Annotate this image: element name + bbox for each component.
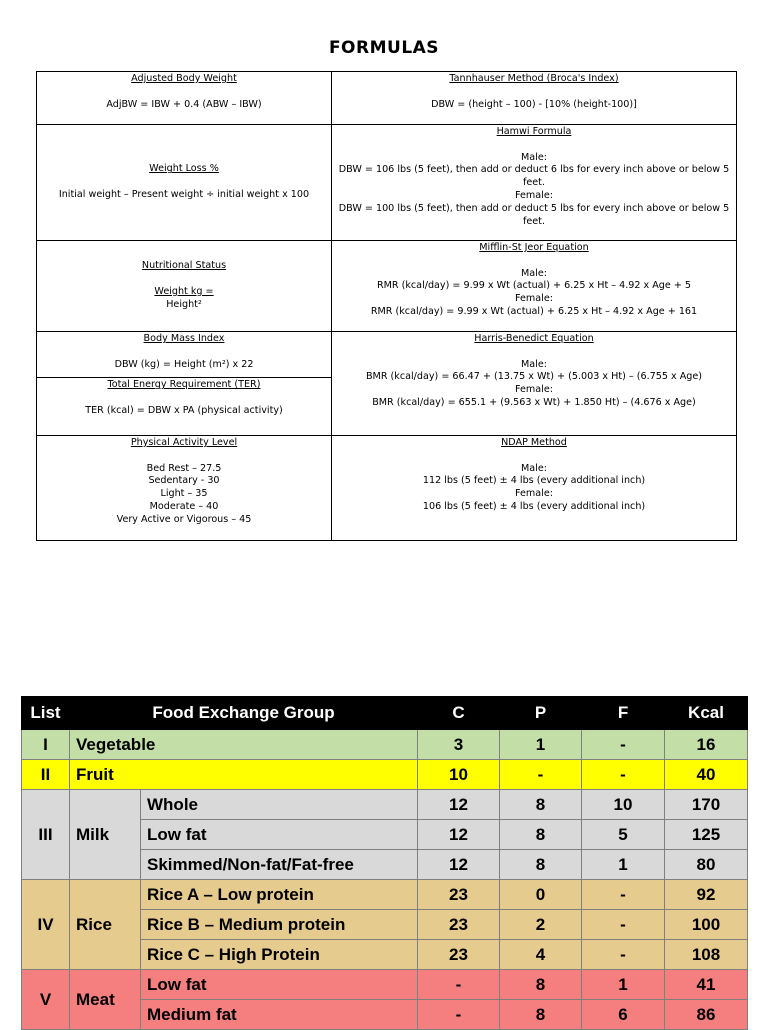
nutritional-status-numerator: Weight kg =: [154, 286, 214, 297]
ndap-heading: NDAP Method: [501, 437, 567, 448]
ter-heading: Total Energy Requirement (TER): [107, 379, 261, 391]
harris-male-label: Male:: [521, 358, 547, 370]
hamwi-cell: [332, 125, 737, 241]
list-number: IV: [22, 880, 70, 970]
pal-level: Very Active or Vigorous – 45: [116, 513, 252, 525]
tannhauser-heading: Tannhauser Method (Broca's Index): [449, 73, 619, 84]
fat-value: 10: [582, 790, 665, 820]
fat-value: 1: [582, 970, 665, 1000]
fat-value: -: [582, 910, 665, 940]
protein-value: 8: [500, 1000, 582, 1030]
tannhauser-formula: DBW = (height – 100) - [10% (height-100)]: [431, 98, 637, 110]
carbs-value: 3: [418, 730, 500, 760]
hamwi-male-label: Male:: [521, 151, 547, 163]
subgroup-name: Skimmed/Non-fat/Fat-free: [141, 850, 418, 880]
kcal-value: 40: [665, 760, 748, 790]
header-list: List: [22, 697, 70, 730]
fat-value: 5: [582, 820, 665, 850]
carbs-value: -: [418, 1000, 500, 1030]
kcal-value: 41: [665, 970, 748, 1000]
hamwi-female-label: Female:: [515, 189, 553, 201]
subgroup-name: Rice A – Low protein: [141, 880, 418, 910]
kcal-value: 108: [665, 940, 748, 970]
subgroup-name: Rice B – Medium protein: [141, 910, 418, 940]
ter-section: [37, 377, 331, 417]
group-name: Meat: [70, 970, 141, 1030]
pal-level: Sedentary - 30: [148, 475, 220, 487]
kcal-value: 16: [665, 730, 748, 760]
list-number: II: [22, 760, 70, 790]
ndap-cell: [332, 436, 737, 541]
table-row: [22, 880, 748, 910]
kcal-value: 86: [665, 1000, 748, 1030]
mifflin-male-label: Male:: [521, 267, 547, 279]
header-food-group: Food Exchange Group: [70, 697, 418, 730]
group-name: Milk: [70, 790, 141, 880]
weight-loss-heading: Weight Loss %: [149, 163, 219, 175]
protein-value: 0: [500, 880, 582, 910]
protein-value: 2: [500, 910, 582, 940]
protein-value: 8: [500, 970, 582, 1000]
table-row: [22, 970, 748, 1000]
kcal-value: 125: [665, 820, 748, 850]
carbs-value: 23: [418, 940, 500, 970]
ndap-male-formula: 112 lbs (5 feet) ± 4 lbs (every additional inch): [422, 475, 646, 487]
protein-value: -: [500, 760, 582, 790]
group-name: Fruit: [70, 760, 418, 790]
subgroup-name: Low fat: [141, 970, 418, 1000]
group-name: Vegetable: [70, 730, 418, 760]
bmi-formula: DBW (kg) = Height (m²) x 22: [114, 358, 254, 370]
subgroup-name: Medium fat: [141, 1000, 418, 1030]
fat-value: -: [582, 880, 665, 910]
mifflin-female-formula: RMR (kcal/day) = 9.99 x Wt (actual) + 6.25 x Ht – 4.92 x Age + 161: [370, 305, 698, 317]
adjbw-cell: [37, 72, 332, 125]
harris-heading: Harris-Benedict Equation: [474, 333, 594, 344]
harris-male-formula: BMR (kcal/day) = 66.47 + (13.75 x Wt) + (5.003 x Ht) – (6.755 x Age): [365, 371, 703, 383]
fat-value: 1: [582, 850, 665, 880]
weight-loss-cell: [37, 125, 332, 241]
table-row: [22, 730, 748, 760]
mifflin-heading: Mifflin-St Jeor Equation: [479, 242, 589, 253]
fat-value: -: [582, 760, 665, 790]
harris-female-label: Female:: [515, 384, 553, 396]
harris-cell: [332, 332, 737, 436]
pal-level: Bed Rest – 27.5: [146, 462, 222, 474]
protein-value: 8: [500, 820, 582, 850]
mifflin-male-formula: RMR (kcal/day) = 9.99 x Wt (actual) + 6.25 x Ht – 4.92 x Age + 5: [376, 280, 692, 292]
formulas-table: [36, 71, 737, 541]
carbs-value: 12: [418, 820, 500, 850]
nutritional-status-heading: Nutritional Status: [141, 260, 227, 272]
page-title: FORMULAS: [328, 38, 440, 58]
ndap-female-label: Female:: [515, 488, 553, 500]
table-header-row: [22, 697, 748, 730]
nutritional-status-denominator: Height²: [166, 298, 202, 310]
list-number: V: [22, 970, 70, 1030]
hamwi-female-formula: DBW = 100 lbs (5 feet), then add or deduct 5 lbs for every inch above or below 5 feet.: [338, 202, 730, 227]
ndap-male-label: Male:: [521, 462, 547, 474]
header-protein: P: [500, 697, 582, 730]
carbs-value: 12: [418, 850, 500, 880]
bmi-heading: Body Mass Index: [143, 333, 225, 344]
pal-heading: Physical Activity Level: [130, 437, 238, 448]
fat-value: 6: [582, 1000, 665, 1030]
group-name: Rice: [70, 880, 141, 970]
carbs-value: 23: [418, 910, 500, 940]
bmi-ter-cell: [37, 332, 332, 436]
food-exchange-table: [21, 696, 748, 1030]
harris-female-formula: BMR (kcal/day) = 655.1 + (9.563 x Wt) + 1.850 Ht) – (4.676 x Age): [372, 396, 696, 408]
kcal-value: 170: [665, 790, 748, 820]
protein-value: 1: [500, 730, 582, 760]
subgroup-name: Low fat: [141, 820, 418, 850]
table-row: [22, 790, 748, 820]
header-fat: F: [582, 697, 665, 730]
kcal-value: 100: [665, 910, 748, 940]
kcal-value: 80: [665, 850, 748, 880]
list-number: I: [22, 730, 70, 760]
tannhauser-cell: [332, 72, 737, 125]
subgroup-name: Whole: [141, 790, 418, 820]
carbs-value: 23: [418, 880, 500, 910]
table-row: [22, 760, 748, 790]
hamwi-heading: Hamwi Formula: [496, 126, 572, 137]
mifflin-cell: [332, 241, 737, 332]
header-carbs: C: [418, 697, 500, 730]
carbs-value: 10: [418, 760, 500, 790]
protein-value: 4: [500, 940, 582, 970]
mifflin-female-label: Female:: [515, 293, 553, 305]
list-number: III: [22, 790, 70, 880]
protein-value: 8: [500, 850, 582, 880]
carbs-value: -: [418, 970, 500, 1000]
adjbw-heading: Adjusted Body Weight: [131, 73, 237, 84]
weight-loss-formula: Initial weight – Present weight ÷ initial weight x 100: [58, 188, 310, 200]
fat-value: -: [582, 940, 665, 970]
nutritional-status-cell: [37, 241, 332, 332]
kcal-value: 92: [665, 880, 748, 910]
pal-level: Moderate – 40: [149, 500, 219, 512]
pal-cell: [37, 436, 332, 541]
carbs-value: 12: [418, 790, 500, 820]
ndap-female-formula: 106 lbs (5 feet) ± 4 lbs (every additional inch): [422, 500, 646, 512]
hamwi-male-formula: DBW = 106 lbs (5 feet), then add or deduct 6 lbs for every inch above or below 5 feet.: [338, 164, 730, 189]
fat-value: -: [582, 730, 665, 760]
ter-formula: TER (kcal) = DBW x PA (physical activity): [85, 404, 283, 416]
subgroup-name: Rice C – High Protein: [141, 940, 418, 970]
adjbw-formula: AdjBW = IBW + 0.4 (ABW – IBW): [106, 98, 262, 110]
pal-level: Light – 35: [160, 488, 208, 500]
header-kcal: Kcal: [665, 697, 748, 730]
protein-value: 8: [500, 790, 582, 820]
